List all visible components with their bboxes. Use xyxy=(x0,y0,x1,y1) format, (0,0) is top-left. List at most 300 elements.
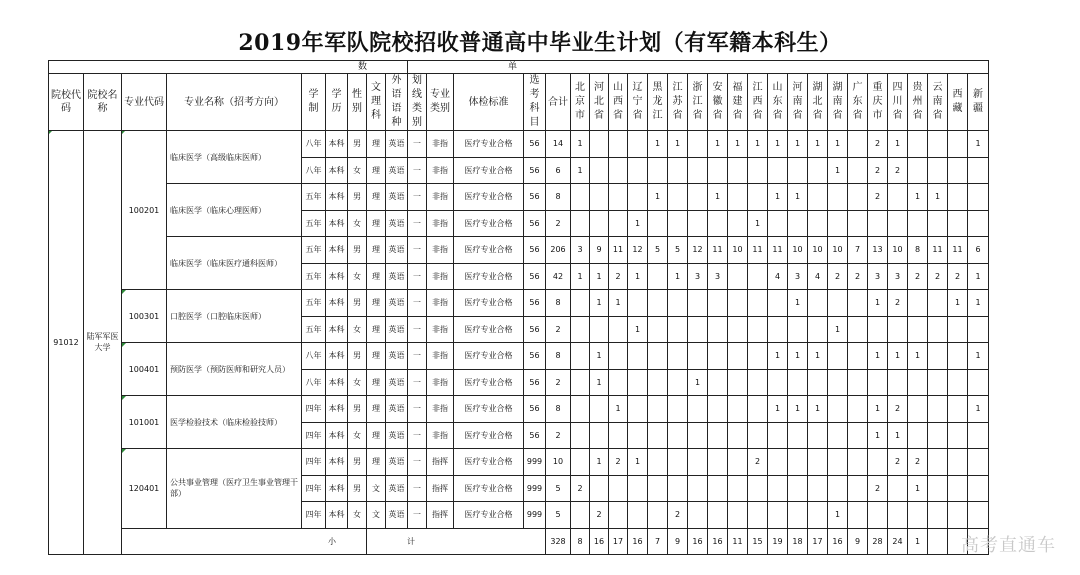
province-count xyxy=(590,210,609,237)
province-count xyxy=(688,475,708,502)
province-count: 8 xyxy=(908,237,928,264)
province-count: 1 xyxy=(968,131,989,158)
province-count: 3 xyxy=(888,263,908,290)
province-count xyxy=(928,131,948,158)
province-count xyxy=(628,396,648,423)
province-count: 1 xyxy=(708,184,728,211)
row-years: 八年 xyxy=(302,131,326,158)
province-count xyxy=(968,157,989,184)
row-lang: 英语 xyxy=(386,290,408,317)
row-type: 非指 xyxy=(427,369,454,396)
row-years: 四年 xyxy=(302,422,326,449)
row-subj: 56 xyxy=(524,369,546,396)
province-count xyxy=(708,422,728,449)
row-line: 一 xyxy=(408,396,427,423)
row-total: 2 xyxy=(546,369,571,396)
province-count xyxy=(668,316,688,343)
province-count xyxy=(609,210,628,237)
province-count: 2 xyxy=(868,475,888,502)
enrollment-plan-table xyxy=(48,60,989,555)
row-subj: 56 xyxy=(524,396,546,423)
province-count: 1 xyxy=(888,131,908,158)
province-count xyxy=(708,343,728,370)
column-header-total: 合计 xyxy=(546,74,571,131)
province-count xyxy=(668,422,688,449)
row-track: 理 xyxy=(367,184,386,211)
row-track: 理 xyxy=(367,316,386,343)
row-line: 一 xyxy=(408,422,427,449)
province-count: 1 xyxy=(908,184,928,211)
row-lang: 英语 xyxy=(386,263,408,290)
column-header-province: 浙江省 xyxy=(688,74,708,131)
row-gender: 女 xyxy=(348,316,367,343)
province-count xyxy=(648,422,668,449)
table-row xyxy=(49,343,989,370)
province-count xyxy=(648,396,668,423)
subtotal-province-count: 11 xyxy=(728,528,748,554)
province-count xyxy=(908,502,928,529)
province-count xyxy=(748,369,768,396)
province-count xyxy=(728,449,748,476)
major-code: 100301 xyxy=(122,290,167,343)
province-count xyxy=(609,184,628,211)
subtotal-province-count: 1 xyxy=(908,528,928,554)
province-count xyxy=(609,316,628,343)
province-count: 1 xyxy=(609,290,628,317)
row-degree: 本科 xyxy=(326,502,348,529)
row-phys: 医疗专业合格 xyxy=(454,369,524,396)
province-count: 1 xyxy=(668,263,688,290)
province-count xyxy=(668,210,688,237)
province-count xyxy=(948,475,968,502)
province-count xyxy=(968,475,989,502)
province-count xyxy=(688,316,708,343)
row-total: 5 xyxy=(546,475,571,502)
province-count xyxy=(848,343,868,370)
province-count: 2 xyxy=(948,263,968,290)
province-count: 1 xyxy=(968,290,989,317)
row-type: 非指 xyxy=(427,290,454,317)
province-count xyxy=(848,475,868,502)
row-years: 八年 xyxy=(302,369,326,396)
province-count: 1 xyxy=(708,131,728,158)
province-count xyxy=(571,502,590,529)
row-phys: 医疗专业合格 xyxy=(454,157,524,184)
row-gender: 女 xyxy=(348,263,367,290)
province-count: 1 xyxy=(590,263,609,290)
subtotal-province-count: 24 xyxy=(888,528,908,554)
row-years: 五年 xyxy=(302,237,326,264)
row-track: 理 xyxy=(367,290,386,317)
province-count xyxy=(648,290,668,317)
row-track: 理 xyxy=(367,422,386,449)
row-track: 理 xyxy=(367,131,386,158)
province-count xyxy=(590,184,609,211)
column-header-province: 山东省 xyxy=(768,74,788,131)
province-count xyxy=(571,343,590,370)
province-count xyxy=(628,502,648,529)
province-count xyxy=(928,290,948,317)
row-degree: 本科 xyxy=(326,157,348,184)
province-count xyxy=(628,369,648,396)
row-phys: 医疗专业合格 xyxy=(454,184,524,211)
province-count xyxy=(668,369,688,396)
province-count xyxy=(848,369,868,396)
province-count: 11 xyxy=(768,237,788,264)
province-count: 2 xyxy=(868,184,888,211)
province-count xyxy=(948,343,968,370)
watermark-text: 高考直通车 xyxy=(961,535,1056,556)
row-total: 14 xyxy=(546,131,571,158)
row-total: 8 xyxy=(546,184,571,211)
province-count: 1 xyxy=(590,343,609,370)
province-count: 1 xyxy=(828,157,848,184)
province-count xyxy=(928,502,948,529)
row-gender: 男 xyxy=(348,131,367,158)
row-degree: 本科 xyxy=(326,369,348,396)
province-count xyxy=(628,184,648,211)
province-count xyxy=(848,157,868,184)
column-header-province: 山西省 xyxy=(609,74,628,131)
province-count xyxy=(848,396,868,423)
province-count xyxy=(688,157,708,184)
row-type: 非指 xyxy=(427,184,454,211)
province-count: 1 xyxy=(590,290,609,317)
province-count xyxy=(788,316,808,343)
row-degree: 本科 xyxy=(326,343,348,370)
province-count xyxy=(908,131,928,158)
province-count: 1 xyxy=(571,131,590,158)
row-total: 6 xyxy=(546,157,571,184)
province-count: 1 xyxy=(768,184,788,211)
major-code: 120401 xyxy=(122,449,167,529)
province-count xyxy=(688,210,708,237)
province-count xyxy=(948,184,968,211)
province-count: 2 xyxy=(848,263,868,290)
province-count: 1 xyxy=(828,316,848,343)
row-lang: 英语 xyxy=(386,210,408,237)
row-subj: 56 xyxy=(524,210,546,237)
row-degree: 本科 xyxy=(326,475,348,502)
row-track: 理 xyxy=(367,343,386,370)
province-count xyxy=(688,343,708,370)
row-track: 理 xyxy=(367,237,386,264)
row-degree: 本科 xyxy=(326,263,348,290)
row-track: 理 xyxy=(367,157,386,184)
province-count xyxy=(708,369,728,396)
province-count xyxy=(928,449,948,476)
province-count xyxy=(848,422,868,449)
row-type: 非指 xyxy=(427,131,454,158)
province-count xyxy=(590,316,609,343)
province-count xyxy=(668,290,688,317)
province-count xyxy=(868,210,888,237)
province-count: 7 xyxy=(848,237,868,264)
province-count xyxy=(928,475,948,502)
province-count xyxy=(948,316,968,343)
row-type: 非指 xyxy=(427,422,454,449)
row-line: 一 xyxy=(408,263,427,290)
province-count xyxy=(628,422,648,449)
table-row xyxy=(49,290,989,317)
row-degree: 本科 xyxy=(326,210,348,237)
subtotal-province-count: 8 xyxy=(571,528,590,554)
province-count: 11 xyxy=(928,237,948,264)
column-header-gender: 性别 xyxy=(348,74,367,131)
province-count xyxy=(628,290,648,317)
province-count xyxy=(848,316,868,343)
row-gender: 男 xyxy=(348,449,367,476)
province-count xyxy=(808,316,828,343)
province-count xyxy=(648,316,668,343)
row-total: 10 xyxy=(546,449,571,476)
row-total: 8 xyxy=(546,343,571,370)
province-count xyxy=(609,369,628,396)
province-count: 1 xyxy=(968,343,989,370)
row-type: 非指 xyxy=(427,210,454,237)
province-count: 12 xyxy=(628,237,648,264)
province-count: 1 xyxy=(668,131,688,158)
subtotal-province-count: 17 xyxy=(808,528,828,554)
row-line: 一 xyxy=(408,210,427,237)
province-count: 2 xyxy=(888,290,908,317)
province-count: 2 xyxy=(571,475,590,502)
province-count: 1 xyxy=(948,290,968,317)
header-row xyxy=(49,74,989,131)
province-count xyxy=(748,157,768,184)
province-count: 4 xyxy=(808,263,828,290)
province-count xyxy=(628,131,648,158)
row-subj: 56 xyxy=(524,422,546,449)
province-count xyxy=(708,396,728,423)
province-count xyxy=(768,449,788,476)
row-line: 一 xyxy=(408,131,427,158)
row-subj: 56 xyxy=(524,343,546,370)
province-count xyxy=(748,422,768,449)
province-count: 1 xyxy=(868,343,888,370)
province-count xyxy=(571,369,590,396)
province-count xyxy=(571,210,590,237)
row-gender: 女 xyxy=(348,210,367,237)
subtotal-province-count: 15 xyxy=(748,528,768,554)
province-count xyxy=(808,369,828,396)
province-count xyxy=(571,422,590,449)
province-count xyxy=(968,184,989,211)
province-count xyxy=(688,449,708,476)
row-years: 四年 xyxy=(302,502,326,529)
province-count xyxy=(848,449,868,476)
province-count xyxy=(668,396,688,423)
province-count xyxy=(948,422,968,449)
row-phys: 医疗专业合格 xyxy=(454,210,524,237)
major-code: 101001 xyxy=(122,396,167,449)
province-count xyxy=(928,210,948,237)
province-count xyxy=(728,369,748,396)
row-lang: 英语 xyxy=(386,502,408,529)
major-name: 口腔医学（口腔临床医师） xyxy=(167,290,302,343)
province-count xyxy=(688,184,708,211)
province-count xyxy=(590,396,609,423)
province-count xyxy=(688,290,708,317)
province-count: 1 xyxy=(688,369,708,396)
province-count xyxy=(908,290,928,317)
province-count: 2 xyxy=(609,449,628,476)
province-count xyxy=(571,449,590,476)
province-count xyxy=(571,184,590,211)
province-count xyxy=(708,502,728,529)
row-degree: 本科 xyxy=(326,237,348,264)
province-count xyxy=(728,343,748,370)
province-count xyxy=(648,263,668,290)
column-header-province: 黑龙江 xyxy=(648,74,668,131)
province-count: 1 xyxy=(788,184,808,211)
major-name: 医学检验技术（临床检验技师） xyxy=(167,396,302,449)
row-degree: 本科 xyxy=(326,422,348,449)
province-count xyxy=(868,369,888,396)
column-header-line-type: 划线类别 xyxy=(408,74,427,131)
province-count xyxy=(768,210,788,237)
province-count xyxy=(928,316,948,343)
row-degree: 本科 xyxy=(326,290,348,317)
province-count: 5 xyxy=(668,237,688,264)
province-count: 1 xyxy=(571,157,590,184)
province-count xyxy=(748,290,768,317)
province-count xyxy=(728,290,748,317)
province-count: 2 xyxy=(868,131,888,158)
row-subj: 999 xyxy=(524,475,546,502)
province-count xyxy=(708,475,728,502)
column-header-province: 福建省 xyxy=(728,74,748,131)
province-count xyxy=(848,502,868,529)
province-count: 2 xyxy=(908,449,928,476)
major-name: 临床医学（临床心理医师） xyxy=(167,184,302,237)
province-count: 2 xyxy=(828,263,848,290)
province-count: 1 xyxy=(888,422,908,449)
province-count xyxy=(609,343,628,370)
row-years: 四年 xyxy=(302,449,326,476)
province-count: 10 xyxy=(788,237,808,264)
row-phys: 医疗专业合格 xyxy=(454,237,524,264)
province-count xyxy=(628,157,648,184)
province-count xyxy=(848,210,868,237)
province-count xyxy=(748,316,768,343)
province-count xyxy=(808,502,828,529)
province-count xyxy=(888,475,908,502)
province-count: 1 xyxy=(590,369,609,396)
row-track: 理 xyxy=(367,369,386,396)
row-subj: 56 xyxy=(524,157,546,184)
province-count: 1 xyxy=(628,449,648,476)
province-count: 1 xyxy=(808,343,828,370)
subtotal-province-count: 9 xyxy=(848,528,868,554)
column-header-province: 西藏 xyxy=(948,74,968,131)
row-type: 指挥 xyxy=(427,475,454,502)
row-track: 文 xyxy=(367,475,386,502)
row-lang: 英语 xyxy=(386,184,408,211)
column-header-province: 四川省 xyxy=(888,74,908,131)
row-subj: 56 xyxy=(524,131,546,158)
row-line: 一 xyxy=(408,502,427,529)
row-type: 非指 xyxy=(427,316,454,343)
province-count xyxy=(828,184,848,211)
province-count xyxy=(908,369,928,396)
row-lang: 英语 xyxy=(386,396,408,423)
province-count: 2 xyxy=(748,449,768,476)
column-header-province: 河南省 xyxy=(788,74,808,131)
row-total: 8 xyxy=(546,396,571,423)
province-count: 3 xyxy=(788,263,808,290)
province-count xyxy=(571,290,590,317)
column-header-province: 贵州省 xyxy=(908,74,928,131)
province-count xyxy=(968,502,989,529)
province-count xyxy=(948,449,968,476)
row-lang: 英语 xyxy=(386,369,408,396)
row-type: 非指 xyxy=(427,343,454,370)
province-count xyxy=(908,210,928,237)
province-count xyxy=(768,157,788,184)
province-count xyxy=(590,475,609,502)
province-count xyxy=(728,184,748,211)
row-degree: 本科 xyxy=(326,184,348,211)
major-code: 100401 xyxy=(122,343,167,396)
province-count: 1 xyxy=(868,422,888,449)
column-header-arts-science: 文理科 xyxy=(367,74,386,131)
row-lang: 英语 xyxy=(386,475,408,502)
province-count: 3 xyxy=(571,237,590,264)
row-line: 一 xyxy=(408,369,427,396)
province-count: 2 xyxy=(590,502,609,529)
province-count: 1 xyxy=(908,343,928,370)
province-count xyxy=(868,502,888,529)
subtotal-total: 328 xyxy=(546,528,571,554)
province-count xyxy=(648,343,668,370)
subtotal-province-count: 16 xyxy=(590,528,609,554)
row-total: 2 xyxy=(546,316,571,343)
province-count xyxy=(728,422,748,449)
row-total: 2 xyxy=(546,422,571,449)
province-count xyxy=(928,369,948,396)
province-count xyxy=(788,475,808,502)
province-count xyxy=(571,396,590,423)
row-gender: 女 xyxy=(348,422,367,449)
province-count: 1 xyxy=(788,396,808,423)
province-count xyxy=(968,449,989,476)
row-phys: 医疗专业合格 xyxy=(454,343,524,370)
row-years: 五年 xyxy=(302,210,326,237)
row-track: 理 xyxy=(367,263,386,290)
province-count xyxy=(728,396,748,423)
row-years: 四年 xyxy=(302,396,326,423)
column-header-major-name: 专业名称（招考方向） xyxy=(167,74,302,131)
row-lang: 英语 xyxy=(386,131,408,158)
row-years: 四年 xyxy=(302,475,326,502)
province-count: 13 xyxy=(868,237,888,264)
column-header-province: 辽宁省 xyxy=(628,74,648,131)
province-count xyxy=(848,290,868,317)
row-track: 理 xyxy=(367,396,386,423)
row-line: 一 xyxy=(408,475,427,502)
province-count xyxy=(788,449,808,476)
row-lang: 英语 xyxy=(386,237,408,264)
province-count: 1 xyxy=(768,131,788,158)
province-count: 2 xyxy=(888,396,908,423)
column-header-province: 新疆 xyxy=(968,74,989,131)
province-count xyxy=(848,184,868,211)
province-count xyxy=(668,157,688,184)
province-count: 2 xyxy=(928,263,948,290)
province-count: 3 xyxy=(868,263,888,290)
major-name: 临床医学（高级临床医师） xyxy=(167,131,302,184)
